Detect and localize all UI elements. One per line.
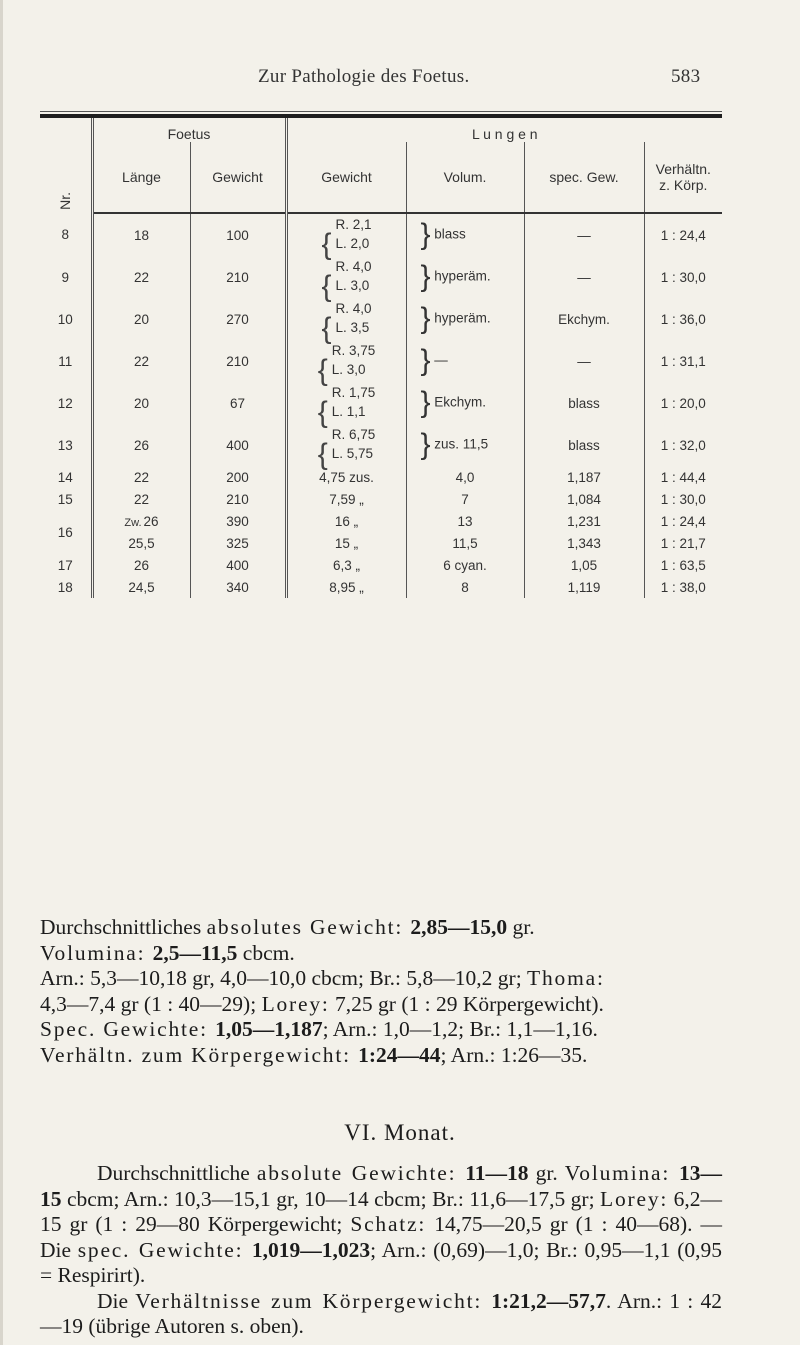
cell-volum: 6 cyan.	[406, 554, 524, 576]
cell-lungen-gewicht: {R. 3,75 L. 3,0	[286, 340, 406, 382]
cell-spec-gew: blass	[524, 382, 644, 424]
cell-volum: 11,5	[406, 532, 524, 554]
cell-gewicht: 400	[190, 554, 286, 576]
cell-laenge: 25,5	[92, 532, 190, 554]
cell-spec-gew: 1,187	[524, 466, 644, 488]
cell-laenge: 22	[92, 488, 190, 510]
table-row	[40, 298, 722, 340]
header-verhaeltnis: Verhältn. z. Körp.	[644, 142, 722, 213]
table-row	[40, 424, 722, 466]
table-row	[40, 488, 722, 510]
table-row	[40, 340, 722, 382]
table-row	[40, 213, 722, 256]
cell-spec-gew: 1,343	[524, 532, 644, 554]
cell-lungen-gewicht: {R. 2,1 L. 2,0	[286, 213, 406, 256]
cell-laenge: 22	[92, 466, 190, 488]
cell-nr: 16	[57, 524, 73, 540]
cell-lungen-gewicht: 4,75 zus.	[286, 466, 406, 488]
cell-nr: 13	[57, 437, 73, 453]
cell-volum: 8	[406, 576, 524, 598]
cell-verhaeltnis: 1 : 44,4	[644, 466, 722, 488]
cell-gewicht: 210	[190, 256, 286, 298]
table-top-thin-rule	[40, 111, 722, 112]
cell-gewicht: 100	[190, 213, 286, 256]
header-spec-gew: spec. Gew.	[524, 142, 644, 213]
cell-spec-gew: —	[524, 213, 644, 256]
cell-lungen-gewicht: {R. 6,75 L. 5,75	[286, 424, 406, 466]
table-row	[40, 532, 722, 554]
cell-verhaeltnis: 1 : 31,1	[644, 340, 722, 382]
cell-lungen-gewicht: 15 „	[286, 532, 406, 554]
cell-gewicht: 67	[190, 382, 286, 424]
cell-nr: 18	[57, 579, 73, 595]
section-heading-vi-monat: VI. Monat.	[344, 1120, 456, 1145]
running-head	[0, 66, 800, 90]
cell-nr: 10	[57, 311, 73, 327]
paragraph-averages-v: Durchschnittliches absolutes Gewicht: 2,85—15,0 gr. Volumina: 2,5—11,5 cbcm. Arn.: 5,3—10,18 gr, 4,0—10,0 cbcm; Br.: 5,8—10,2 gr; Thoma: 4,3—7,4 gr (1 : 40—29); Lorey: 7,25 gr (1 : 29 Körpergewicht). Spec. Gewichte: 1,05—1,187; Arn.: 1,0—1,2; Br.: 1,1—1,16. Verhältn. zum Körpergewicht: 1:24—44; Arn.: 1:26—35.	[40, 915, 605, 1067]
twin-marker: Zw.	[124, 516, 142, 529]
cell-laenge: 18	[92, 213, 190, 256]
cell-spec-gew: 1,05	[524, 554, 644, 576]
cell-nr: 17	[57, 557, 73, 573]
table-row	[40, 256, 722, 298]
cell-laenge: 26	[92, 554, 190, 576]
cell-volum: } Ekchym.	[406, 382, 524, 424]
cell-nr: 11	[58, 353, 73, 369]
cell-verhaeltnis: 1 : 32,0	[644, 424, 722, 466]
cell-lungen-gewicht: 6,3 „	[286, 554, 406, 576]
cell-laenge: 24,5	[92, 576, 190, 598]
cell-nr: 14	[57, 469, 73, 485]
cell-verhaeltnis: 1 : 30,0	[644, 488, 722, 510]
cell-gewicht: 270	[190, 298, 286, 340]
cell-nr: 12	[57, 395, 73, 411]
lung-weights-table	[40, 118, 722, 598]
table-row	[40, 382, 722, 424]
cell-gewicht: 390	[190, 510, 286, 532]
cell-volum: } blass	[406, 213, 524, 256]
cell-spec-gew: —	[524, 256, 644, 298]
header-gewicht: Gewicht	[190, 142, 286, 213]
header-laenge: Länge	[92, 142, 190, 213]
cell-nr: 9	[61, 269, 69, 285]
header-lungen: L u n g e n	[286, 118, 722, 142]
table-row	[40, 576, 722, 598]
cell-gewicht: 340	[190, 576, 286, 598]
cell-lungen-gewicht: {R. 4,0 L. 3,0	[286, 256, 406, 298]
cell-verhaeltnis: 1 : 20,0	[644, 382, 722, 424]
cell-lungen-gewicht: 7,59 „	[286, 488, 406, 510]
cell-spec-gew: blass	[524, 424, 644, 466]
table-row	[40, 554, 722, 576]
running-title: Zur Pathologie des Foetus.	[258, 66, 470, 87]
cell-gewicht: 200	[190, 466, 286, 488]
cell-lungen-gewicht: 8,95 „	[286, 576, 406, 598]
cell-spec-gew: —	[524, 340, 644, 382]
cell-laenge: 22	[92, 256, 190, 298]
cell-lungen-gewicht: {R. 4,0 L. 3,5	[286, 298, 406, 340]
cell-lungen-gewicht: {R. 1,75 L. 1,1	[286, 382, 406, 424]
cell-spec-gew: Ekchym.	[524, 298, 644, 340]
cell-volum: 7	[406, 488, 524, 510]
paragraph-averages-vi: Durchschnittliche absolute Gewichte: 11—18 gr. Volumina: 13—15 cbcm; Arn.: 10,3—15,1 gr, 10—14 cbcm; Br.: 11,6—17,5 gr; Lorey: 6,2—15 gr (1 : 29—80 Körpergewicht; Schatz: 14,75—20,5 gr (1 : 40—68). — Die spec. Gewichte: 1,019—1,023; Arn.: (0,69)—1,0; Br.: 0,95—1,1 (0,95 = Respirirt). Die Verhältnisse zum Körpergewicht: 1:21,2—57,7. Arn.: 1 : 42—19 (übrige Autoren s. oben).	[40, 1161, 723, 1338]
cell-verhaeltnis: 1 : 38,0	[644, 576, 722, 598]
cell-volum: 4,0	[406, 466, 524, 488]
header-nr: Nr.	[57, 192, 74, 210]
cell-gewicht: 325	[190, 532, 286, 554]
header-lungen-gewicht: Gewicht	[286, 142, 406, 213]
cell-spec-gew: 1,231	[524, 510, 644, 532]
cell-volum: 13	[406, 510, 524, 532]
table-row	[40, 510, 722, 532]
cell-lungen-gewicht: 16 „	[286, 510, 406, 532]
cell-gewicht: 400	[190, 424, 286, 466]
cell-laenge: Zw. 26	[92, 510, 190, 532]
header-foetus: Foetus	[92, 118, 286, 142]
cell-volum: } hyperäm.	[406, 298, 524, 340]
cell-laenge: 20	[92, 382, 190, 424]
cell-spec-gew: 1,119	[524, 576, 644, 598]
cell-verhaeltnis: 1 : 30,0	[644, 256, 722, 298]
cell-volum: } —	[406, 340, 524, 382]
cell-volum: } hyperäm.	[406, 256, 524, 298]
cell-gewicht: 210	[190, 340, 286, 382]
cell-verhaeltnis: 1 : 24,4	[644, 213, 722, 256]
cell-gewicht: 210	[190, 488, 286, 510]
cell-nr: 8	[61, 227, 69, 242]
page-number: 583	[671, 66, 701, 87]
cell-spec-gew: 1,084	[524, 488, 644, 510]
header-volum: Volum.	[406, 142, 524, 213]
cell-volum: } zus. 11,5	[406, 424, 524, 466]
table-row	[40, 466, 722, 488]
cell-verhaeltnis: 1 : 24,4	[644, 510, 722, 532]
cell-laenge: 20	[92, 298, 190, 340]
cell-verhaeltnis: 1 : 21,7	[644, 532, 722, 554]
cell-laenge: 22	[92, 340, 190, 382]
cell-nr: 15	[57, 491, 73, 507]
cell-verhaeltnis: 1 : 36,0	[644, 298, 722, 340]
cell-laenge: 26	[92, 424, 190, 466]
cell-verhaeltnis: 1 : 63,5	[644, 554, 722, 576]
